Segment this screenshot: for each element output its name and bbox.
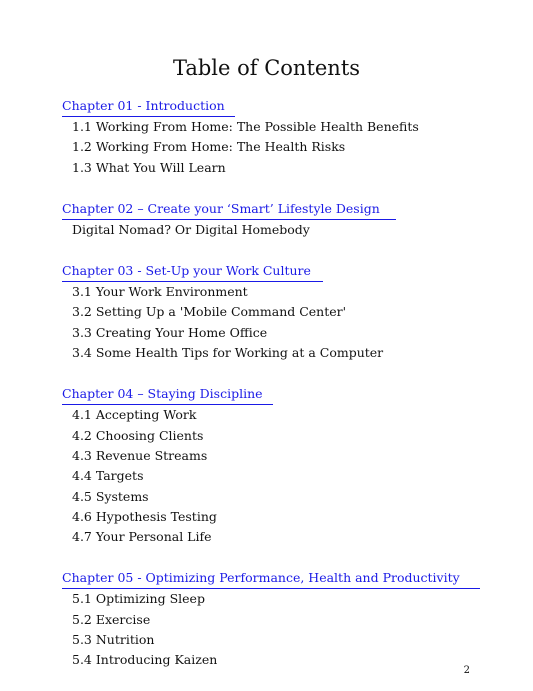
toc-item: Digital Nomad? Or Digital Homebody	[72, 221, 310, 237]
toc-item: 5.3 Nutrition	[72, 632, 155, 648]
toc-item: 1.2 Working From Home: The Health Risks	[72, 139, 346, 155]
toc-item: 4.6 Hypothesis Testing	[72, 508, 217, 524]
table-of-contents	[62, 95, 502, 691]
toc-item: 4.2 Choosing Clients	[72, 427, 204, 443]
toc-item: 4.4 Targets	[72, 468, 144, 484]
toc-item: 5.2 Exercise	[72, 611, 151, 627]
toc-item: 5.4 Introducing Kaizen	[72, 652, 218, 668]
toc-item: 4.1 Accepting Work	[72, 407, 197, 423]
chapter-link-01[interactable]: Chapter 01 - Introduction	[62, 96, 235, 117]
chapter-block-02	[62, 198, 502, 240]
toc-item: 4.3 Revenue Streams	[72, 447, 208, 463]
page-number: 2	[463, 665, 470, 676]
toc-item: 3.1 Your Work Environment	[72, 284, 248, 300]
page-title: Table of Contents	[172, 56, 361, 80]
toc-item: 4.5 Systems	[72, 488, 149, 504]
chapter-block-01	[62, 95, 502, 178]
chapter-link-03[interactable]: Chapter 03 - Set-Up your Work Culture	[62, 261, 323, 282]
chapter-link-04[interactable]: Chapter 04 – Staying Discipline	[62, 384, 273, 405]
toc-item: 1.3 What You Will Learn	[72, 159, 226, 175]
chapter-block-05	[62, 567, 502, 670]
toc-item: 3.4 Some Health Tips for Working at a Computer	[72, 345, 384, 361]
toc-item: 5.1 Optimizing Sleep	[72, 591, 205, 607]
chapter-link-05[interactable]: Chapter 05 - Optimizing Performance, Health and Productivity	[62, 568, 480, 589]
toc-item: 3.3 Creating Your Home Office	[72, 324, 268, 340]
toc-item: 3.2 Setting Up a 'Mobile Command Center'	[72, 304, 347, 320]
chapter-link-02[interactable]: Chapter 02 – Create your ‘Smart’ Lifestyle Design	[62, 199, 396, 220]
toc-item: 4.7 Your Personal Life	[72, 529, 212, 545]
toc-item: 1.1 Working From Home: The Possible Health Benefits	[72, 119, 419, 134]
chapter-block-04	[62, 383, 502, 547]
chapter-block-03	[62, 260, 502, 363]
